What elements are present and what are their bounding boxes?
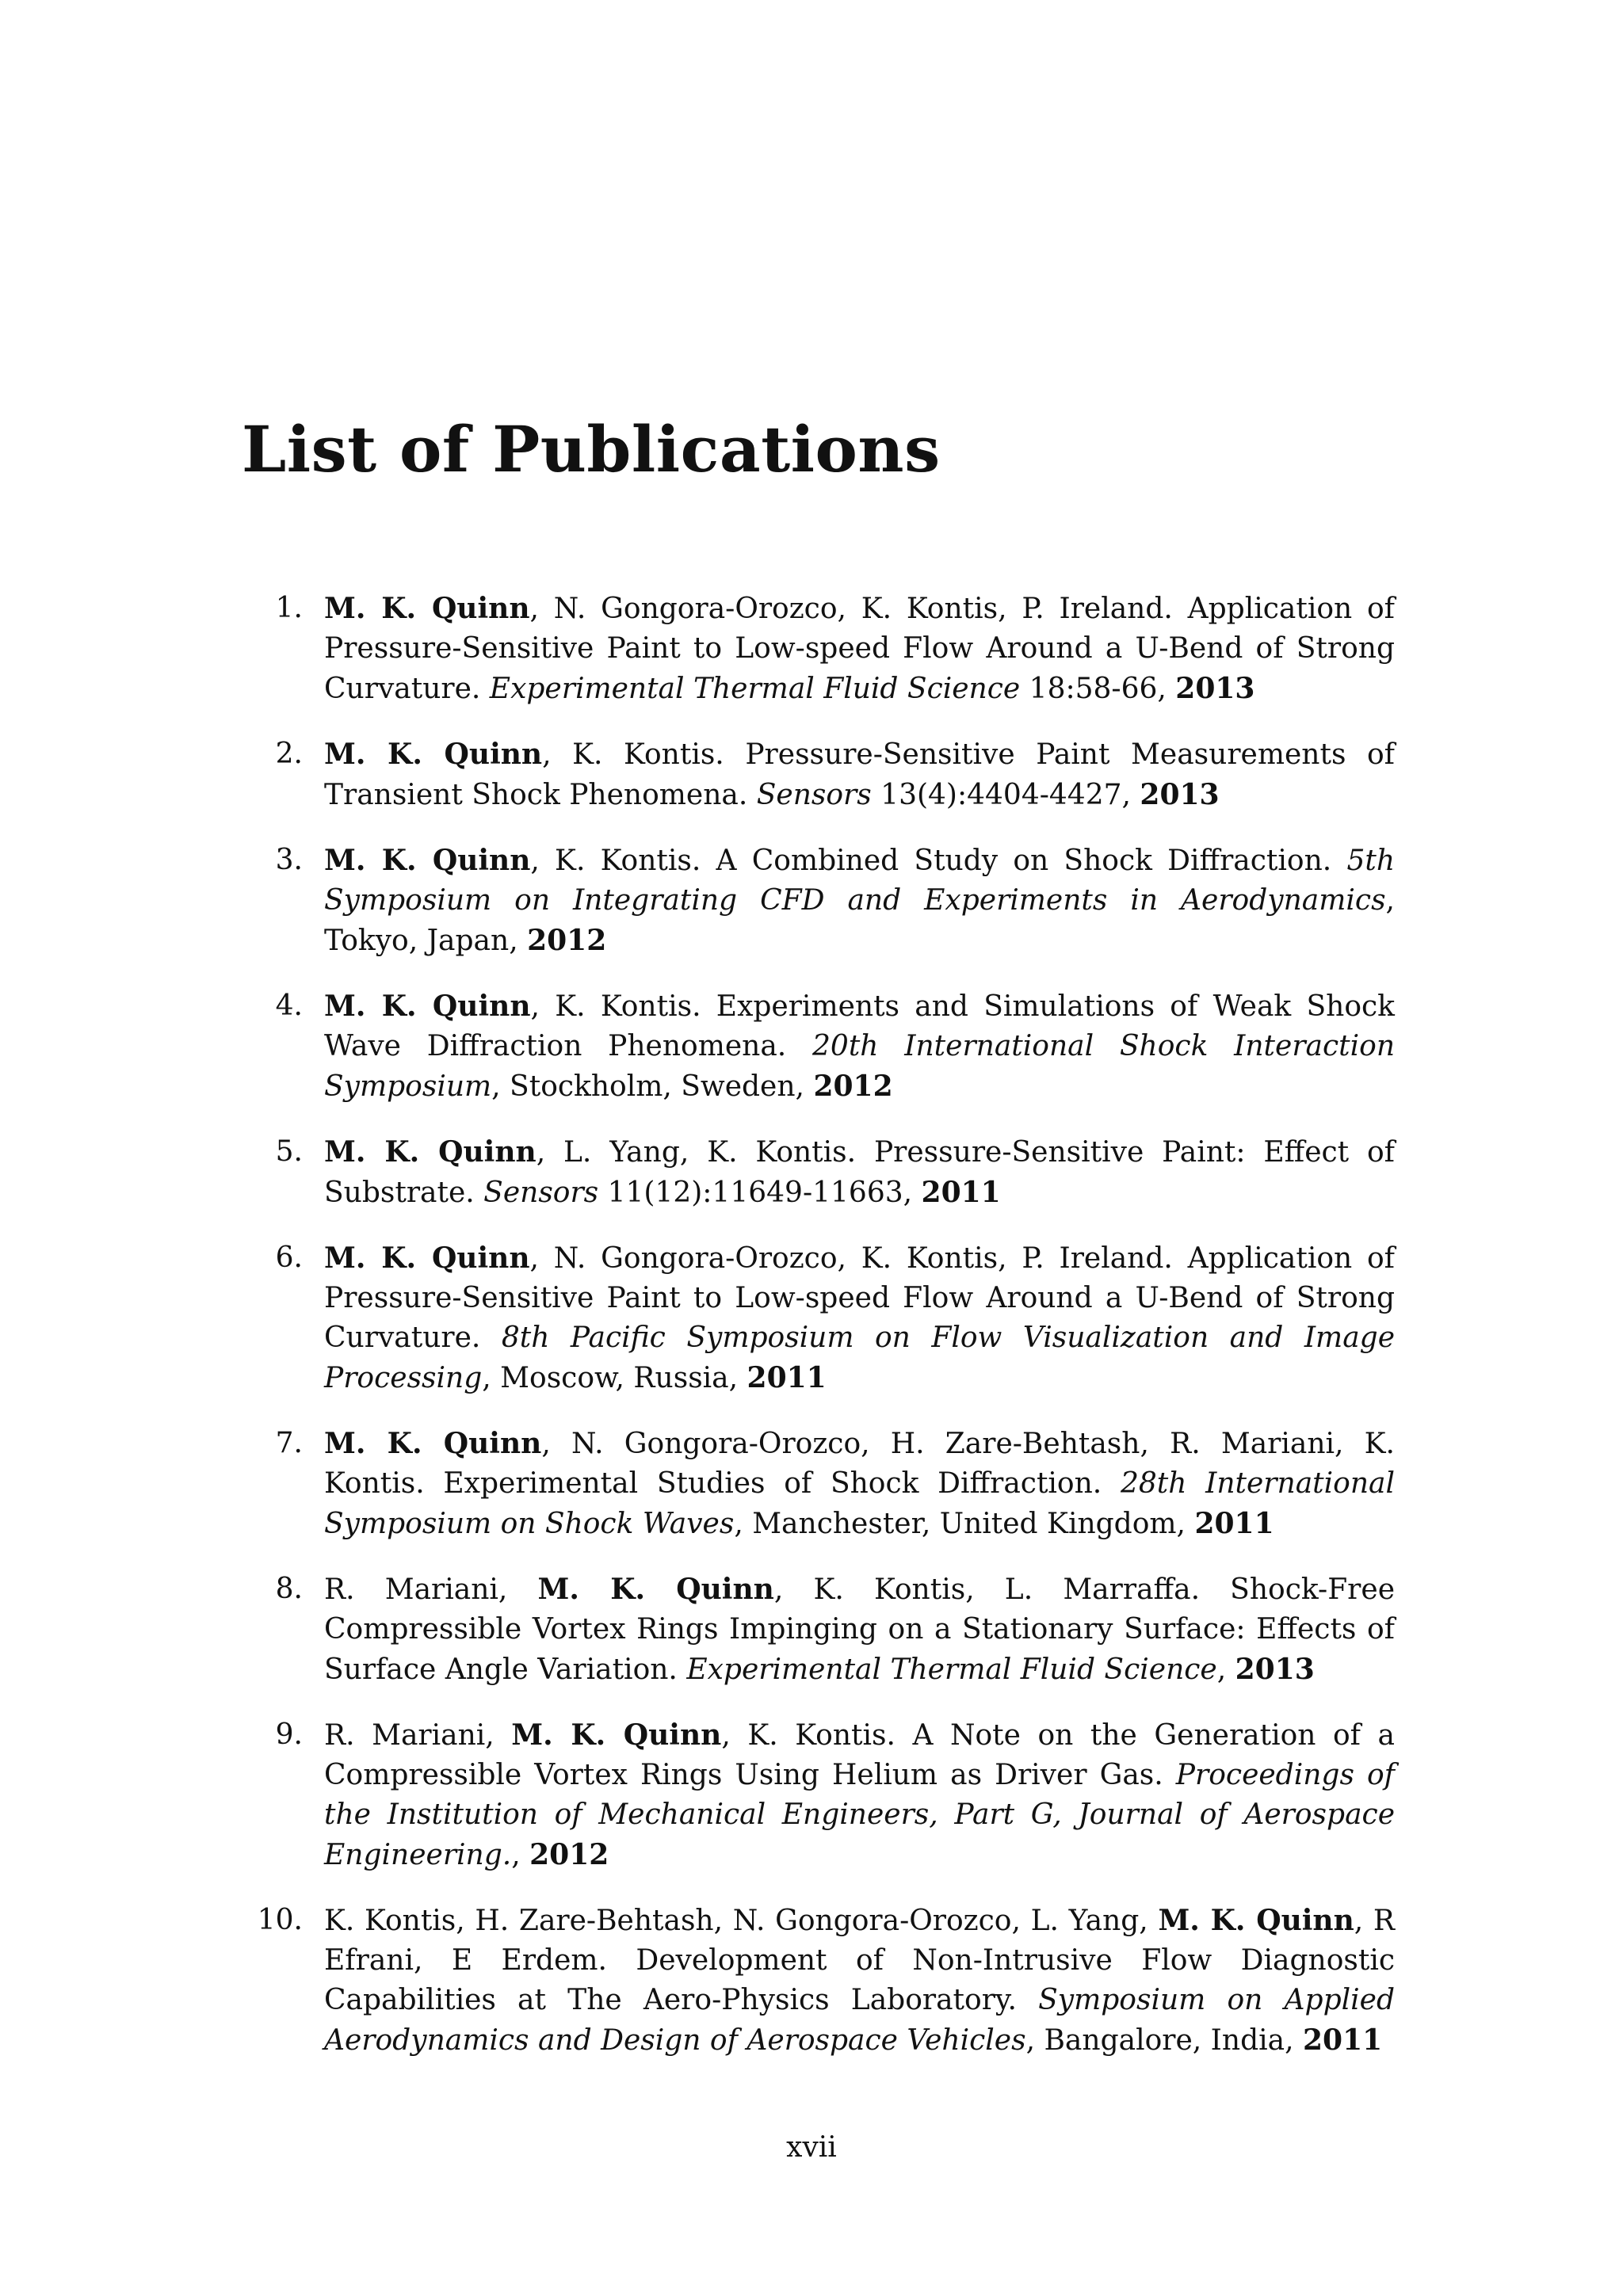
publication-venue: Sensors [756,779,872,811]
publication-text: , Bangalore, India, [1025,2024,1303,2057]
publication-number: 9. [275,1718,303,1751]
publication-text: 18:58-66, [1020,673,1176,705]
publication-number: 10. [257,1904,303,1936]
publication-item [242,1132,1395,1213]
publication-number: 3. [275,844,303,876]
publication-venue: Experimental Thermal Fluid Science [686,1653,1217,1686]
publication-venue: Proceedings of the Institution of Mechanical Engineers, Part G, Journal of Aerospace Engineering. [324,1759,1395,1871]
publication-bold-text: M. K. Quinn [324,1135,537,1169]
publication-item [242,1715,1395,1875]
publication-number: 8. [275,1573,303,1605]
publication-venue: Sensors [483,1177,599,1209]
publication-text: , K. Kontis. A Note on the Generation of a Compressible Vortex Rings Using Helium as Driver Gas. [324,1719,1396,1791]
publication-number: 7. [275,1427,303,1459]
publication-text: , [511,1839,530,1871]
publication-bold-text: M. K. Quinn [1158,1904,1354,1937]
publication-venue: 8th Pacific Symposium on Flow Visualization and Image Processing [324,1322,1396,1394]
publication-text: , N. Gongora-Orozco, K. Kontis, P. Ireland. Application of Pressure-Sensitive Paint to Low-speed Flow Around a U-Bend of Strong Curvature. [324,593,1395,705]
publication-number: 4. [275,990,303,1022]
publication-text: R. Mariani, [324,1719,512,1752]
publication-item [242,589,1395,709]
publication-text: 13(4):4404-4427, [871,779,1140,811]
publication-text: 11(12):11649-11663, [598,1177,922,1209]
publication-bold-text: M. K. Quinn [324,592,530,625]
publication-bold-text: 2012 [527,924,607,957]
publication-bold-text: M. K. Quinn [511,1718,722,1752]
page-title: List of Publications [242,412,941,486]
publication-text: , N. Gongora-Orozco, K. Kontis, P. Ireland. Application of Pressure-Sensitive Paint to Low-speed Flow Around a U-Bend of Strong Curvature. [324,1242,1395,1354]
publication-number: 2. [275,738,303,770]
publication-bold-text: 2011 [921,1176,1001,1209]
publication-bold-text: 2013 [1140,778,1220,811]
publication-text: , Moscow, Russia, [482,1362,747,1394]
publication-item [242,734,1395,815]
publication-text: , K. Kontis, L. Marraffa. Shock-Free Compressible Vortex Rings Impinging on a Stationary Surface: Effects of Surface Angle Variation. [324,1573,1396,1686]
publication-venue: Symposium on Applied Aerodynamics and Design of Aerospace Vehicles [324,1984,1395,2057]
publication-bold-text: 2013 [1175,672,1255,705]
publication-bold-text: 2012 [529,1838,609,1871]
publication-text: , N. Gongora-Orozco, H. Zare-Behtash, R. Mariani, K. Kontis. Experimental Studies of Shock Diffraction. [324,1428,1396,1500]
publication-venue: 20th International Shock Interaction Symposium [324,1030,1395,1103]
publication-item [242,1901,1395,2061]
publication-item [242,1424,1395,1544]
publication-bold-text: M. K. Quinn [324,1427,542,1460]
publication-text: , K. Kontis. A Combined Study on Shock Diffraction. [530,845,1347,877]
publication-text: , Stockholm, Sweden, [491,1070,814,1103]
publication-venue: Experimental Thermal Fluid Science [489,673,1021,705]
publication-item [242,841,1395,961]
publication-text: , R Efrani, E Erdem. Development of Non-Intrusive Flow Diagnostic Capabilities at The Aero-Physics Laboratory. [324,1905,1396,2016]
publication-text: , K. Kontis. Pressure-Sensitive Paint Measurements of Transient Shock Phenomena. [324,738,1395,811]
publication-venue: 28th International Symposium on Shock Waves [324,1467,1395,1540]
publication-text: , [1216,1653,1235,1686]
publication-bold-text: 2011 [1303,2023,1383,2057]
publication-venue: 5th Symposium on Integrating CFD and Experiments in Aerodynamics [324,845,1396,917]
publication-text: , K. Kontis. Experiments and Simulations of Weak Shock Wave Diffraction Phenomena. [324,990,1396,1062]
publication-item [242,986,1395,1107]
publication-bold-text: M. K. Quinn [324,844,531,877]
publication-text: , L. Yang, K. Kontis. Pressure-Sensitive Paint: Effect of Substrate. [324,1136,1396,1209]
publication-bold-text: 2011 [747,1361,827,1394]
publication-bold-text: M. K. Quinn [324,738,543,771]
publication-text: K. Kontis, H. Zare-Behtash, N. Gongora-Orozco, L. Yang, [324,1905,1159,1937]
publication-number: 6. [275,1241,303,1274]
publication-text: , Tokyo, Japan, [324,884,1395,957]
publication-item [242,1238,1395,1398]
publication-text: R. Mariani, [324,1573,538,1606]
publication-bold-text: M. K. Quinn [324,1241,530,1275]
publication-item [242,1569,1395,1690]
publication-list [242,589,1395,2086]
publication-bold-text: 2012 [813,1070,893,1103]
page-number: xvii [786,2131,837,2164]
publication-number: 1. [275,592,303,624]
publication-bold-text: M. K. Quinn [324,990,531,1023]
publication-number: 5. [275,1135,303,1168]
publication-bold-text: 2013 [1235,1653,1315,1686]
publication-bold-text: 2011 [1194,1507,1274,1540]
publication-bold-text: M. K. Quinn [537,1573,774,1606]
publication-text: , Manchester, United Kingdom, [734,1508,1195,1540]
